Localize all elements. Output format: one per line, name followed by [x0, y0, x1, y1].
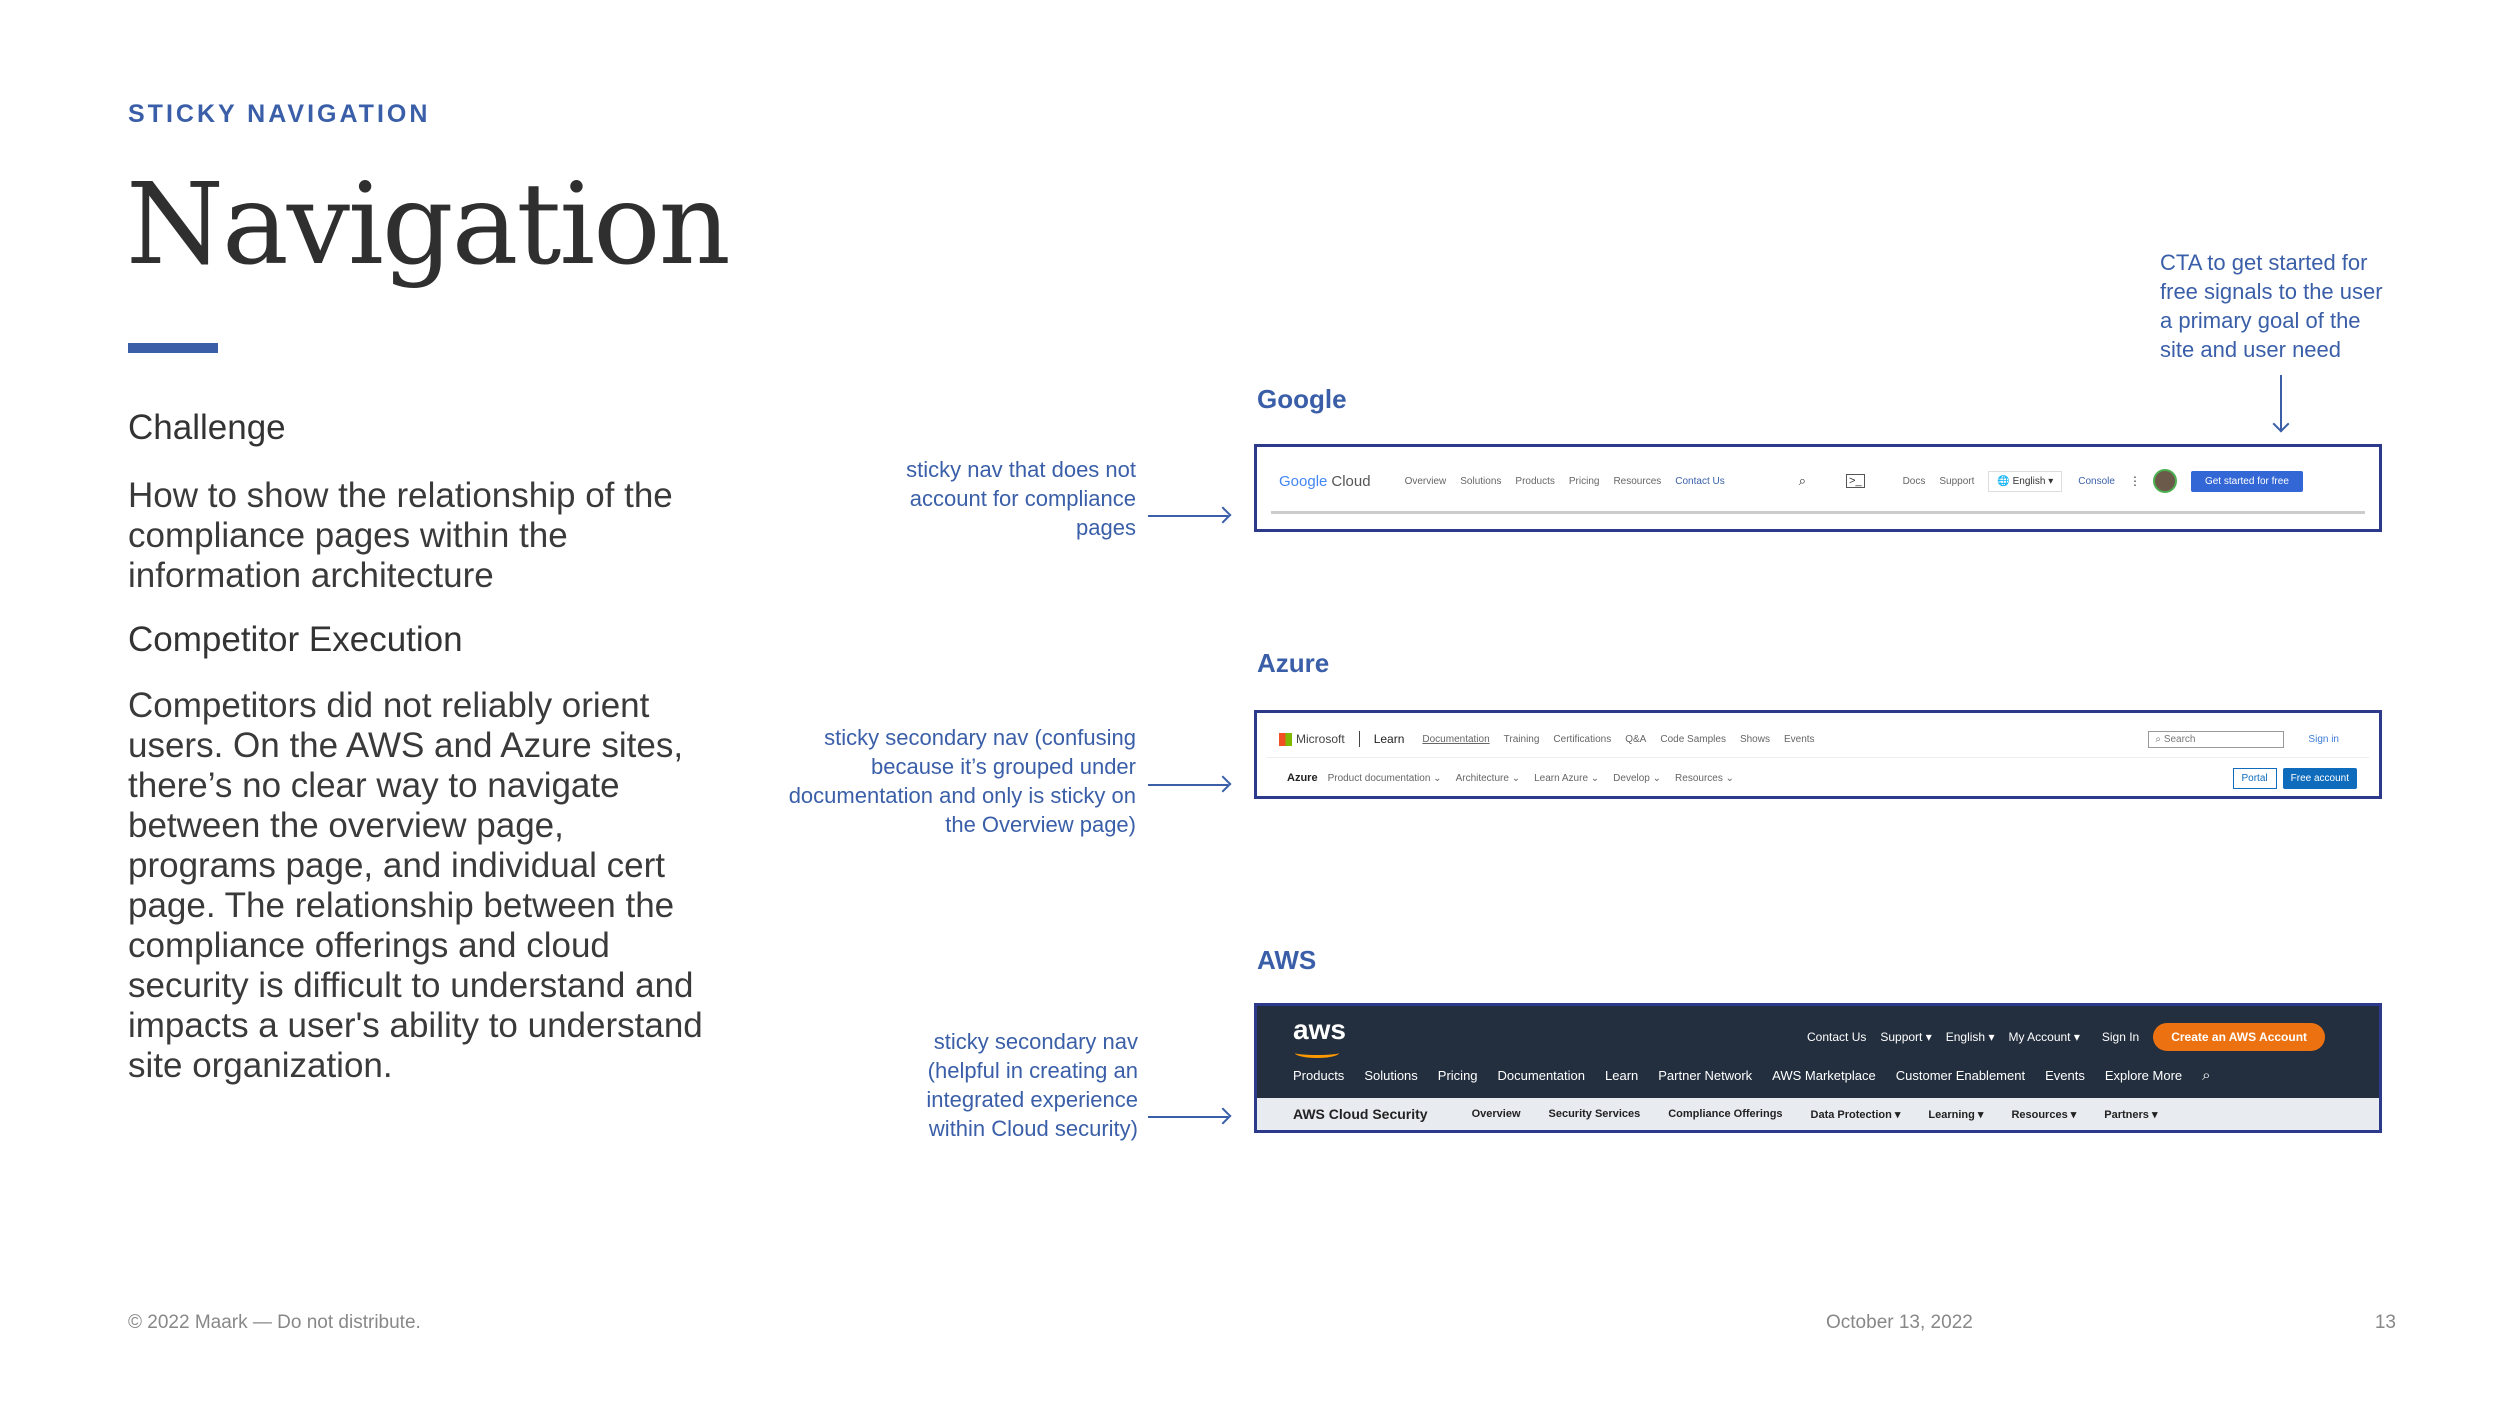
azure-link[interactable]: Documentation: [1422, 733, 1490, 745]
competitor-heading: Competitor Execution: [128, 620, 463, 659]
google-link[interactable]: Pricing: [1568, 475, 1600, 487]
aws-link[interactable]: Partner Network: [1658, 1067, 1753, 1083]
azure-nav-screenshot: [1254, 710, 2382, 799]
console-link[interactable]: Console: [2078, 475, 2115, 487]
aws-sub-link[interactable]: Compliance Offerings: [1668, 1108, 1783, 1120]
aws-sub-link[interactable]: Overview: [1471, 1108, 1521, 1120]
google-label: Google: [1257, 384, 1347, 414]
cloud-logo-text: Cloud: [1331, 472, 1371, 490]
azure-sub-link[interactable]: Product documentation ⌄: [1327, 772, 1442, 784]
azure-link[interactable]: Shows: [1739, 733, 1770, 745]
page-number: 13: [2374, 1312, 2396, 1333]
azure-link[interactable]: Certifications: [1553, 733, 1612, 745]
search-placeholder: Search: [2163, 733, 2196, 745]
date: October 13, 2022: [1826, 1312, 1973, 1333]
aws-link[interactable]: Events: [2045, 1067, 2085, 1083]
sign-in-link[interactable]: Sign in: [2308, 733, 2339, 745]
cta-note: CTA to get started for free signals to the user a primary goal of the site and user need: [2160, 250, 2383, 362]
divider: [1267, 757, 2369, 758]
azure-sub-link[interactable]: Develop ⌄: [1613, 772, 1662, 784]
docs-link[interactable]: Docs: [1902, 475, 1926, 487]
google-link[interactable]: Resources: [1613, 475, 1662, 487]
azure-note: sticky secondary nav (confusing because it’s grouped under documentation and only is sticky on the Overview page): [788, 725, 1136, 837]
aws-link[interactable]: Explore More: [2104, 1067, 2183, 1083]
azure-sub-link[interactable]: Architecture ⌄: [1455, 772, 1521, 784]
google-note: sticky nav that does not account for compliance pages: [906, 457, 1136, 540]
aws-link[interactable]: Customer Enablement: [1895, 1067, 2026, 1083]
arrow-head-icon: [2273, 416, 2290, 433]
google-contact-link[interactable]: Contact Us: [1675, 475, 1725, 487]
azure-link[interactable]: Q&A: [1625, 733, 1647, 745]
page-title: Navigation: [126, 160, 729, 290]
google-link[interactable]: Products: [1515, 475, 1555, 487]
aws-sign-in[interactable]: Sign In: [2101, 1030, 2140, 1044]
microsoft-logo-icon: [1279, 733, 1292, 746]
aws-top-link[interactable]: Contact Us: [1807, 1030, 1867, 1044]
google-link[interactable]: Overview: [1404, 475, 1447, 487]
azure-sub-link[interactable]: Learn Azure ⌄: [1534, 772, 1600, 784]
terminal-icon[interactable]: >_: [1846, 474, 1865, 488]
aws-link[interactable]: Solutions: [1364, 1067, 1418, 1083]
google-logo: Google: [1279, 472, 1328, 490]
google-link[interactable]: Solutions: [1460, 475, 1502, 487]
avatar[interactable]: [2153, 469, 2177, 493]
language-value: English: [2012, 475, 2046, 487]
search-input[interactable]: ⌕ Search: [2148, 731, 2284, 748]
aws-sub-link[interactable]: Learning ▾: [1928, 1108, 1984, 1121]
aws-link[interactable]: Documentation: [1497, 1067, 1585, 1083]
aws-smile-icon: [1295, 1048, 1339, 1058]
copyright: © 2022 Maark — Do not distribute.: [128, 1312, 421, 1333]
google-arrow: [1148, 515, 1228, 517]
aws-link[interactable]: AWS Marketplace: [1772, 1067, 1876, 1083]
challenge-body: How to show the relationship of the compliance pages within the information architecture: [128, 476, 673, 595]
google-nav-screenshot: [1254, 444, 2382, 532]
eyebrow: STICKY NAVIGATION: [128, 100, 431, 128]
aws-top-link[interactable]: My Account ▾: [2008, 1030, 2080, 1044]
language-select[interactable]: 🌐 English ▾: [1988, 471, 2062, 492]
aws-sub-link[interactable]: Security Services: [1548, 1108, 1641, 1120]
aws-nav-screenshot: [1254, 1003, 2382, 1133]
aws-arrow: [1148, 1116, 1228, 1118]
support-link[interactable]: Support: [1939, 475, 1975, 487]
aws-link[interactable]: Products: [1293, 1067, 1345, 1083]
search-icon[interactable]: ⌕: [2202, 1066, 2211, 1084]
azure-sub-link[interactable]: Resources ⌄: [1675, 772, 1734, 784]
aws-cloud-security-brand[interactable]: AWS Cloud Security: [1293, 1106, 1428, 1122]
azure-label: Azure: [1257, 648, 1330, 678]
portal-button[interactable]: Portal: [2233, 768, 2277, 789]
free-account-button[interactable]: Free account: [2283, 768, 2357, 789]
accent-bar: [128, 343, 218, 353]
aws-label: AWS: [1257, 945, 1317, 975]
challenge-heading: Challenge: [128, 408, 286, 447]
divider: [1271, 511, 2365, 514]
aws-sub-link[interactable]: Resources ▾: [2011, 1108, 2077, 1121]
more-icon[interactable]: ⋮: [2128, 474, 2141, 488]
aws-link[interactable]: Learn: [1605, 1067, 1639, 1083]
aws-top-link[interactable]: Support ▾: [1880, 1030, 1932, 1044]
microsoft-brand: Microsoft: [1296, 732, 1345, 746]
azure-link[interactable]: Events: [1783, 733, 1815, 745]
aws-top-link[interactable]: English ▾: [1945, 1030, 1995, 1044]
aws-logo: aws: [1293, 1014, 1346, 1045]
search-icon[interactable]: ⌕: [1798, 473, 1807, 488]
competitor-body: Competitors did not reliably orient users. On the AWS and Azure sites, there’s no clear way to navigate between the overview page, programs page, and individual cert page. The relationship between the compliance offerings and cloud security is difficult to understand and impacts a user's ability to understand site organization.: [128, 686, 703, 1085]
azure-link[interactable]: Training: [1503, 733, 1540, 745]
aws-sub-link[interactable]: Data Protection ▾: [1810, 1108, 1901, 1121]
aws-sub-link[interactable]: Partners ▾: [2104, 1108, 2158, 1121]
aws-link[interactable]: Pricing: [1437, 1067, 1478, 1083]
create-account-button[interactable]: Create an AWS Account: [2153, 1023, 2325, 1051]
azure-brand[interactable]: Azure: [1287, 772, 1318, 784]
divider: [1359, 731, 1360, 747]
learn-link[interactable]: Learn: [1373, 732, 1405, 746]
aws-note: sticky secondary nav (helpful in creating an integrated experience within Cloud security): [926, 1029, 1138, 1141]
get-started-button[interactable]: Get started for free: [2191, 471, 2303, 492]
azure-link[interactable]: Code Samples: [1660, 733, 1726, 745]
azure-arrow: [1148, 784, 1228, 786]
